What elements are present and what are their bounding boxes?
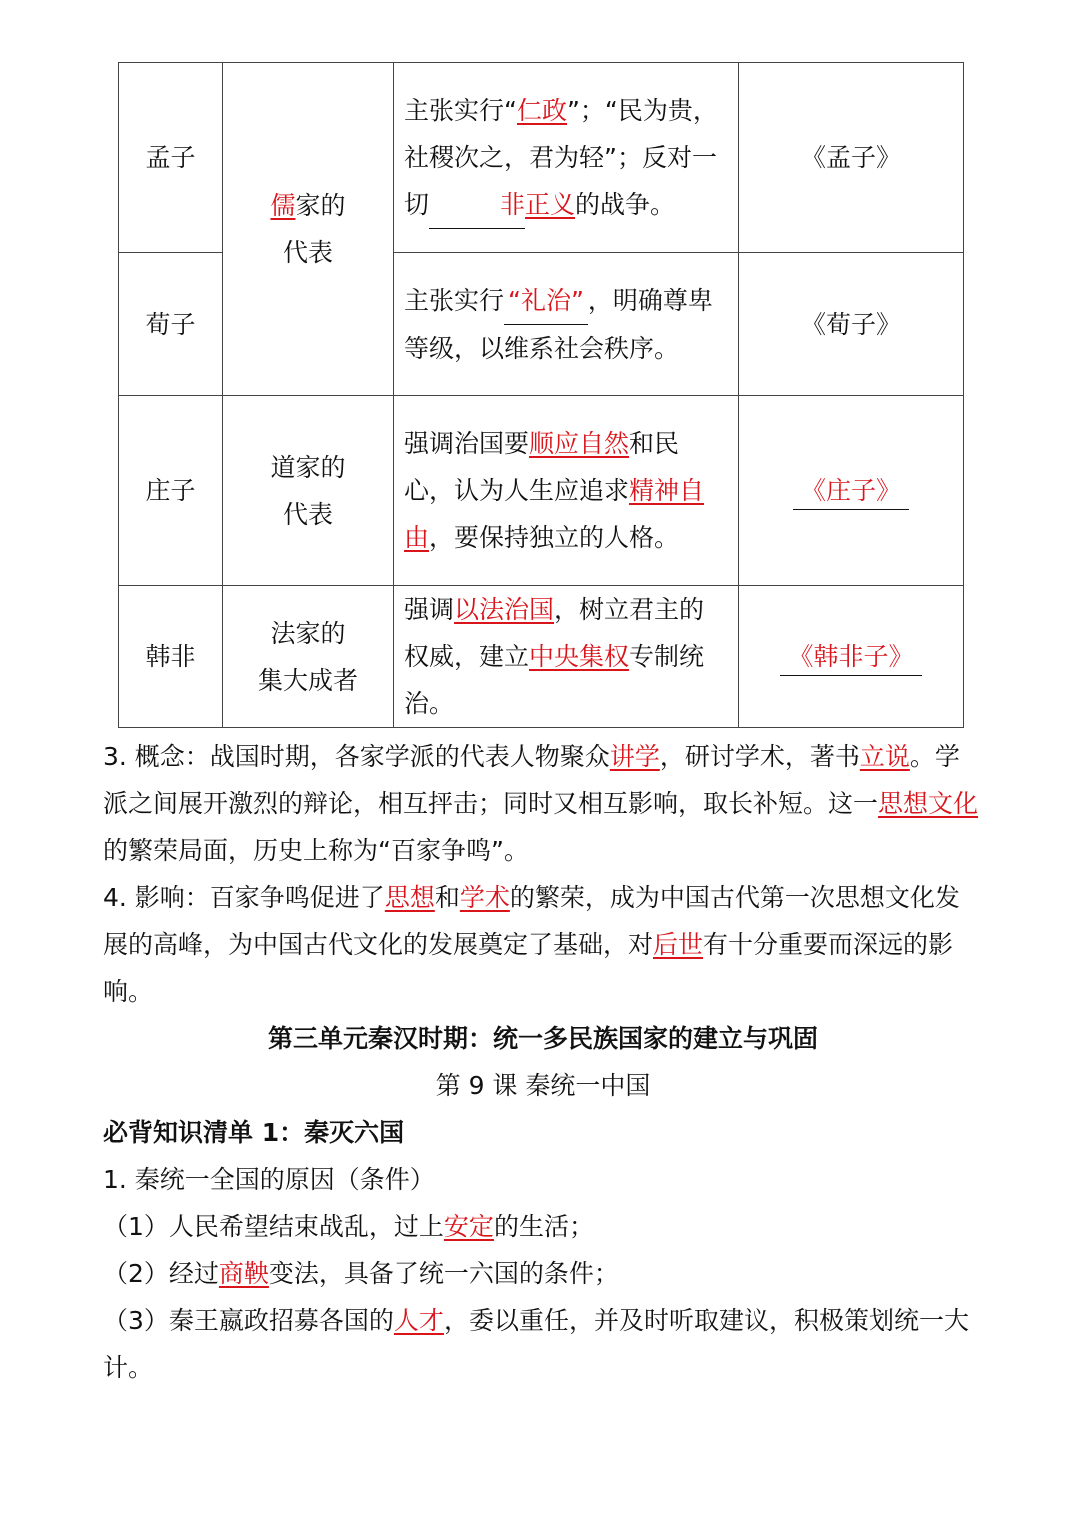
cell-book: 《韩非子》 xyxy=(739,586,964,728)
highlight-text: 以法治国 xyxy=(454,595,555,624)
cell-book: 《孟子》 xyxy=(739,63,964,253)
highlight-text: 立说 xyxy=(859,742,910,771)
highlight-text: 正义 xyxy=(525,189,576,219)
cell-view: 主张实行“仁政”；“民为贵，社稷次之，君为轻”；反对一切 非正义的战争。 xyxy=(394,63,739,253)
concept-paragraph: 3. 概念：战国时期，各家学派的代表人物聚众讲学，研讨学术，著书立说。学派之间展开激烈的辩论，相互抨击；同时又相互影响，取长补短。这一思想文化的繁荣局面，历史上称为“百家争鸣”。 xyxy=(103,742,979,865)
highlight-text: 仁政 xyxy=(516,95,567,125)
fill-blank: “礼治” xyxy=(504,277,588,325)
philosophers-table xyxy=(118,62,964,728)
list-item: （2）经过商鞅变法，具备了统一六国的条件； xyxy=(103,1259,619,1288)
highlight-text: 精神自由 xyxy=(404,476,705,552)
cell-school: 道家的 代表 xyxy=(223,396,394,586)
cell-view: 强调治国要顺应自然和民心，认为人生应追求精神自由，要保持独立的人格。 xyxy=(394,396,739,586)
highlight-text: 思想文化 xyxy=(878,789,979,818)
section-title: 必背知识清单 1：秦灭六国 xyxy=(103,1118,405,1147)
cell-book: 《庄子》 xyxy=(739,396,964,586)
cell-name: 庄子 xyxy=(119,396,223,586)
highlight-text: 讲学 xyxy=(609,742,660,771)
table-row xyxy=(119,396,964,586)
reasons-heading: 1. 秦统一全国的原因（条件） xyxy=(103,1165,435,1194)
cell-book: 《荀子》 xyxy=(739,253,964,396)
cell-name: 韩非 xyxy=(119,586,223,728)
fill-blank: 非 xyxy=(429,181,525,229)
highlight-text: 人才 xyxy=(393,1306,444,1335)
unit-title: 第三单元秦汉时期：统一多民族国家的建立与巩固 xyxy=(267,1024,818,1053)
highlight-text: 学术 xyxy=(459,883,510,912)
cell-school: 法家的 集大成者 xyxy=(223,586,394,728)
highlight-text: 儒 xyxy=(270,191,296,220)
list-item: （1）人民希望结束战乱，过上安定的生活； xyxy=(103,1212,594,1241)
highlight-text: 商鞅 xyxy=(218,1259,269,1288)
cell-school: 儒家的 代表 xyxy=(223,63,394,396)
list-item: （3）秦王嬴政招募各国的人才，委以重任，并及时听取建议，积极策划统一大计。 xyxy=(103,1306,969,1382)
cell-name: 孟子 xyxy=(119,63,223,253)
highlight-text: 安定 xyxy=(443,1212,494,1241)
table-row xyxy=(119,586,964,728)
cell-name: 荀子 xyxy=(119,253,223,396)
cell-view: 主张实行 “礼治” ，明确尊卑等级，以维系社会秩序。 xyxy=(394,253,739,396)
impact-paragraph: 4. 影响：百家争鸣促进了思想和学术的繁荣，成为中国古代第一次思想文化发展的高峰，为中国古代文化的发展奠定了基础，对后世有十分重要而深远的影响。 xyxy=(103,883,960,1006)
table-row xyxy=(119,63,964,253)
highlight-text: 中央集权 xyxy=(529,642,630,671)
content-body xyxy=(103,733,983,1391)
cell-view: 强调以法治国，树立君主的权威，建立中央集权专制统治。 xyxy=(394,586,739,728)
highlight-text: 顺应自然 xyxy=(529,429,630,458)
highlight-text: 后世 xyxy=(653,930,704,959)
highlight-text: 思想 xyxy=(384,883,435,912)
lesson-title: 第 9 课 秦统一中国 xyxy=(435,1071,651,1100)
